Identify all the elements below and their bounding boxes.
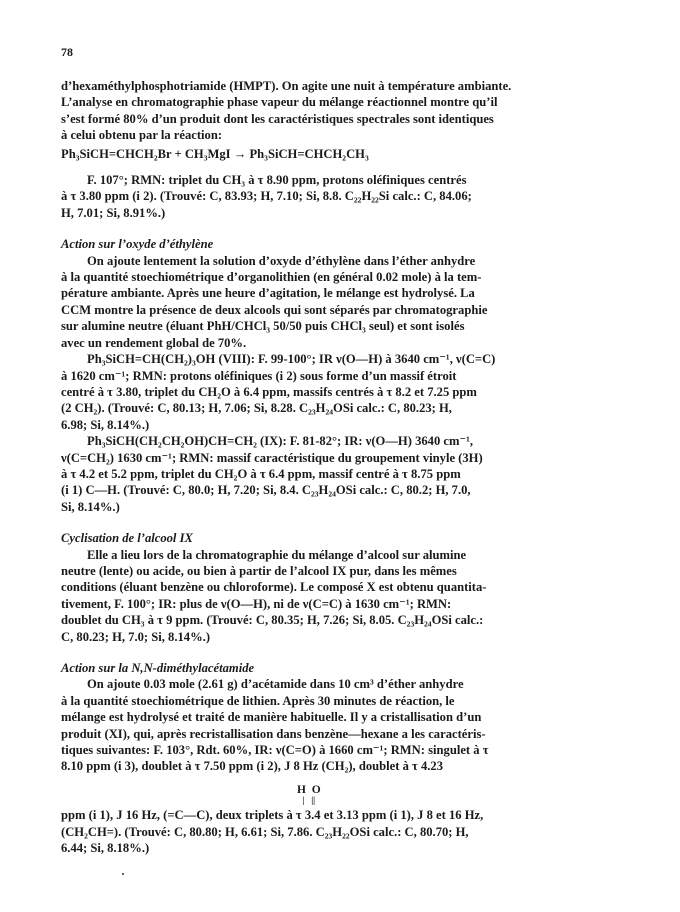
structural-formula-annotation	[61, 785, 641, 807]
text-line: tiques suivantes: F. 103°, Rdt. 60%, IR: ν(C=O) à 1660 cm⁻¹; RMN: singulet à τ	[61, 743, 489, 758]
text-line: Ph₃SiCH(CH₂CH₂OH)CH=CH₂ (IX): F. 81-82°; IR: ν(O—H) 3640 cm⁻¹,	[87, 434, 474, 449]
text-line: pérature ambiante. Après une heure d’agitation, le mélange est hydrolysé. La	[61, 286, 475, 301]
text-line: à 1620 cm⁻¹; RMN: protons oléfiniques (i 2) sous forme d’un massif étroit	[61, 368, 457, 383]
text-line: C, 80.23; H, 7.0; Si, 8.14%.)	[61, 629, 211, 644]
ethylene-oxide-procedure	[61, 253, 641, 351]
text-line: (i 1) C—H. (Trouvé: C, 80.0; H, 7.20; Si, 8.4. C₂₃H₂₄OSi calc.: C, 80.2; H, 7.0,	[61, 483, 471, 498]
text-line: à la quantité stoechiométrique de lithien. Après 30 minutes de réaction, le	[61, 693, 455, 708]
text-line: (CH₂CH=). (Trouvé: C, 80.80; H, 6.61; Si, 7.86. C₂₃H₂₂OSi calc.: C, 80.70; H,	[61, 824, 469, 839]
text-line: tivement, F. 100°; IR: plus de ν(O—H), ni de ν(C=C) à 1630 cm⁻¹; RMN:	[61, 596, 452, 611]
text-line: 8.10 ppm (i 3), doublet à τ 7.50 ppm (i 2), J 8 Hz (CH₂), doublet à τ 4.23	[61, 759, 444, 774]
scan-speck	[122, 873, 124, 875]
text-line: ppm (i 1), J 16 Hz, (=C—C), deux triplets à τ 3.4 et 3.13 ppm (i 1), J 8 et 16 Hz,	[61, 808, 484, 823]
text-line: s’est formé 80% d’un produit dont les caractéristiques spectrales sont identiques	[61, 111, 494, 126]
text-line: mélange est hydrolysé et traité de manière habituelle. Il y a cristallisation d’un	[61, 710, 482, 725]
text-line: H, 7.01; Si, 8.91%.)	[61, 205, 166, 220]
page-number: 78	[61, 45, 73, 59]
text-line: Ph₃SiCH=CH(CH₂)₃OH (VIII): F. 99-100°; IR ν(O—H) à 3640 cm⁻¹, ν(C=C)	[87, 352, 496, 367]
text-line: Si, 8.14%.)	[61, 499, 120, 514]
section-heading-dimethylacetamide: Action sur la N,N-diméthylacétamide	[61, 661, 255, 675]
text-line: (2 CH₂). (Trouvé: C, 80.13; H, 7.06; Si, 8.28. C₂₃H₂₄OSi calc.: C, 80.23; H,	[61, 401, 452, 416]
text-line: conditions (éluant benzène ou chloroforme). Le composé X est obtenu quantita-	[61, 580, 487, 595]
text-line: centré à τ 3.80, triplet du CH₂O à 6.4 ppm, massifs centrés à τ 8.2 et 7.25 ppm	[61, 384, 477, 399]
text-line: neutre (lente) ou acide, ou bien à partir de l’alcool IX pur, dans les mêmes	[61, 563, 457, 578]
text-line: On ajoute lentement la solution d’oxyde d’éthylène dans l’éther anhydre	[87, 253, 476, 268]
text-line: avec un rendement global de 70%.	[61, 335, 247, 350]
compound-ix-data	[61, 433, 641, 515]
compound-viii-data	[61, 351, 641, 433]
text-line: sur alumine neutre (éluant PhH/CHCl₃ 50/50 puis CHCl₃ seul) et sont isolés	[61, 319, 465, 334]
formula-bonds: | ||	[302, 794, 316, 805]
page-body	[61, 78, 641, 856]
product-data	[61, 172, 641, 221]
text-line: d’hexaméthylphosphotriamide (HMPT). On agite une nuit à température ambiante.	[61, 79, 512, 93]
text-line: L’analyse en chromatographie phase vapeur du mélange réactionnel montre qu’il	[61, 95, 498, 110]
dimethylacetamide-paragraph	[61, 676, 641, 856]
text-line: Elle a lieu lors de la chromatographie du mélange d’alcool sur alumine	[87, 547, 467, 562]
text-line: à τ 3.80 ppm (i 2). (Trouvé: C, 83.93; H, 7.10; Si, 8.8. C₂₂H₂₂Si calc.: C, 84.06;	[61, 189, 472, 204]
text-line: 6.98; Si, 8.14%.)	[61, 417, 150, 432]
text-line: à la quantité stoechiométrique d’organolithien (en général 0.02 mole) à la tem-	[61, 270, 482, 285]
text-line: doublet du CH₃ à τ 9 ppm. (Trouvé: C, 80.35; H, 7.26; Si, 8.05. C₂₃H₂₄OSi calc.:	[61, 613, 484, 628]
cyclisation-paragraph	[61, 547, 641, 645]
reaction-equation: Ph₃SiCH=CHCH₂Br + CH₃MgI → Ph₃SiCH=CHCH₂CH₃	[61, 146, 369, 161]
text-line: à τ 4.2 et 5.2 ppm, triplet du CH₂O à τ 6.4 ppm, massif centré à τ 8.75 ppm	[61, 466, 461, 481]
section-heading-cyclisation: Cyclisation de l’alcool IX	[61, 531, 193, 546]
intro-paragraph	[61, 78, 641, 144]
text-line: F. 107°; RMN: triplet du CH₃ à τ 8.90 ppm, protons oléfiniques centrés	[87, 173, 467, 188]
text-line: à celui obtenu par la réaction:	[61, 128, 223, 143]
text-line: produit (XI), qui, après recristallisation dans benzène—hexane a les caractéris-	[61, 726, 486, 741]
formula-atoms: H O	[297, 783, 321, 796]
text-line: On ajoute 0.03 mole (2.61 g) d’acétamide dans 10 cm³ d’éther anhydre	[87, 677, 464, 692]
text-line: 6.44; Si, 8.18%.)	[61, 841, 150, 856]
text-line: ν(C=CH₂) 1630 cm⁻¹; RMN: massif caractéristique du groupement vinyle (3H)	[61, 450, 483, 465]
section-heading-ethylene-oxide: Action sur l’oxyde d’éthylène	[61, 237, 214, 252]
text-line: CCM montre la présence de deux alcools qui sont séparés par chromatographie	[61, 302, 488, 317]
